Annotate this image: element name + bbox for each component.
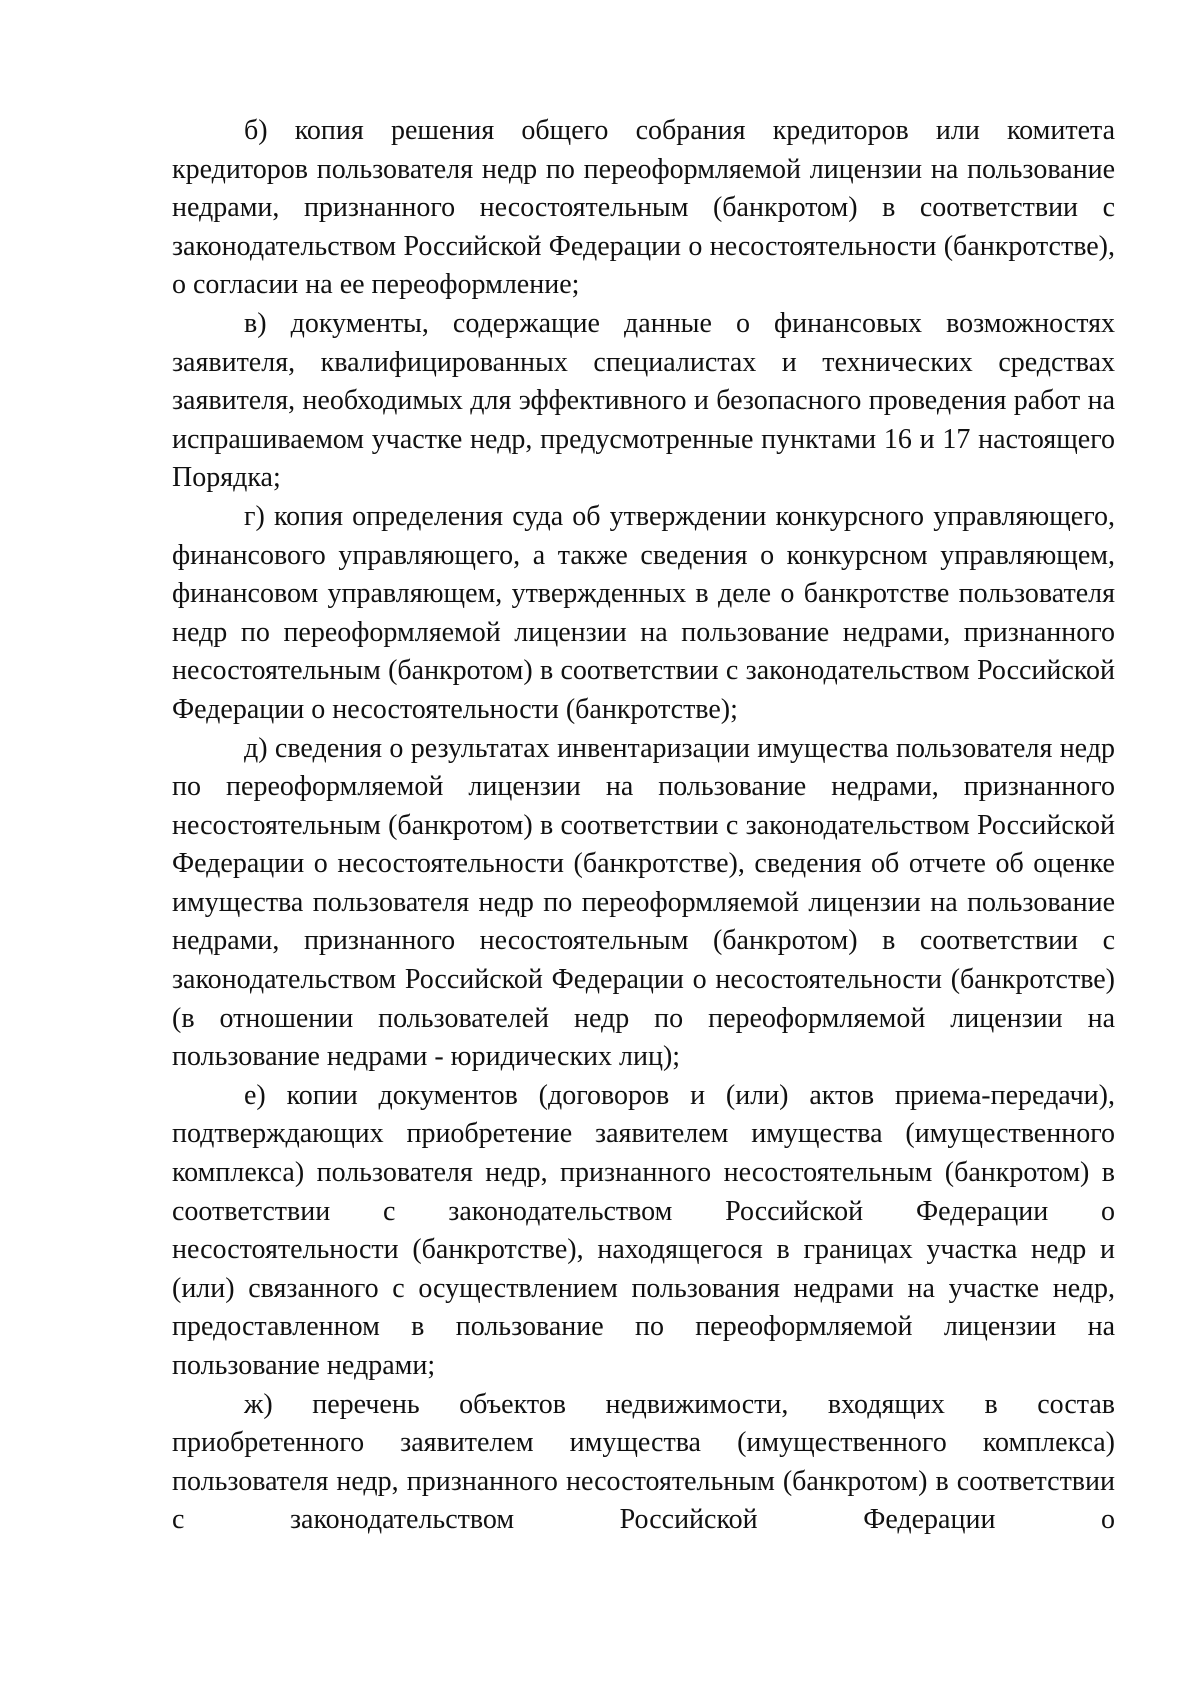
paragraph-e: е) копии документов (договоров и (или) актов приема-передачи), подтверждающих приобретение заявителем имущества (имущественного комплекса) пользователя недр, признанного несостоятельным (банкротом) в соответствии с законодательством Российской Федерации о несостоятельности (банкротстве), находящегося в границах участка недр и (или) связанного с осуществлением пользования недрами на участке недр, предоставленном в пользование по переоформляемой лицензии на пользование недрами; — [172, 1079, 1115, 1381]
paragraph-b: б) копия решения общего собрания кредиторов или комитета кредиторов пользователя недр по переоформляемой лицензии на пользование недрами, признанного несостоятельным (банкротом) в соответствии с законодательством Российской Федерации о несостоятельности (банкротстве), о согласии на ее переоформление; — [172, 115, 1115, 301]
paragraph-d: д) сведения о результатах инвентаризации имущества пользователя недр по переоформляемой лицензии на пользование недрами, признанного несостоятельным (банкротом) в соответствии с законодательством Российской Федерации о несостоятельности (банкротстве), сведения об отчете об оценке имущества пользователя недр по переоформляемой лицензии на пользование недрами, признанного несостоятельным (банкротом) в соответствии с законодательством Российской Федерации о несостоятельности (банкротстве) (в отношении пользователей недр по переоформляемой лицензии на пользование недрами - юридических лиц); — [172, 732, 1115, 1073]
document-body — [172, 112, 1115, 1540]
paragraph-g: г) копия определения суда об утверждении конкурсного управляющего, финансового управляющего, а также сведения о конкурсном управляющем, финансовом управляющем, утвержденных в деле о банкротстве пользователя недр по переоформляемой лицензии на пользование недрами, признанного несостоятельным (банкротом) в соответствии с законодательством Российской Федерации о несостоятельности (банкротстве); — [172, 500, 1115, 725]
paragraph-zh: ж) перечень объектов недвижимости, входящих в состав приобретенного заявителем имущества (имущественного комплекса) пользователя недр, признанного несостоятельным (банкротом) в соответствии с законодательством Российской Федерации о — [172, 1388, 1115, 1536]
paragraph-v: в) документы, содержащие данные о финансовых возможностях заявителя, квалифицированных специалистах и технических средствах заявителя, необходимых для эффективного и безопасного проведения работ на испрашиваемом участке недр, предусмотренные пунктами 16 и 17 настоящего Порядка; — [172, 307, 1115, 494]
